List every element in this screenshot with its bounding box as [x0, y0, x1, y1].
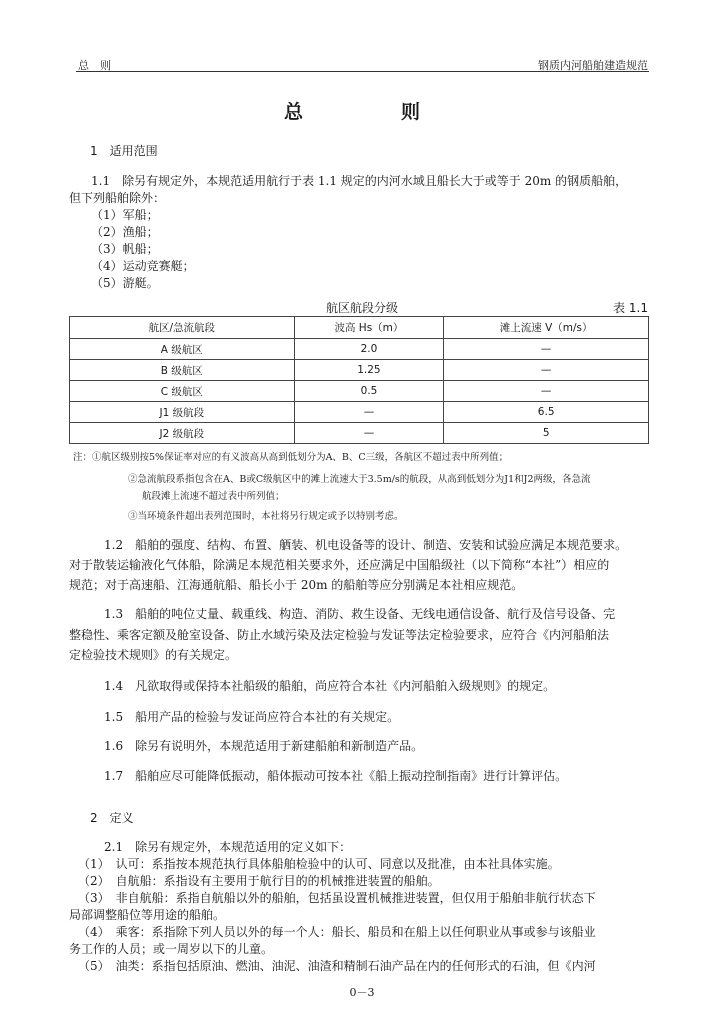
definition-2: （2） 自航船：系指设有主要用于航行目的的机械推进装置的船舶。 [78, 874, 440, 888]
definition-4-line-2: 务工作的人员；或一周岁以下的儿童。 [69, 942, 274, 956]
definition-3-line-2: 局部调整船位等用途的船舶。 [69, 908, 226, 922]
clause-1-3-line-2: 整稳性、乘客定额及舱室设备、防止水域污染及法定检验与发证等法定检验要求，应符合《内河船舶法 [69, 628, 610, 642]
table-cell: B 级航区 [70, 360, 295, 381]
definition-1: （1） 认可：系指按本规范执行具体船舶检验中的认可、同意以及批准，由本社具体实施。 [78, 857, 560, 871]
exclusion-item: （3）帆船； [91, 242, 159, 256]
clause-1-4: 1.4 凡欲取得或保持本社船级的船舶，尚应符合本社《内河船舶入级规则》的规定。 [104, 679, 556, 693]
table-number: 表 1.1 [613, 301, 648, 315]
table-cell: J2 级航段 [70, 423, 295, 444]
definition-3-line-1: （3） 非自航船：系指自航船以外的船舶，包括虽设置机械推进装置，但仅用于船舶非航行状态下 [78, 891, 596, 905]
table-note-2-line-2: 航段滩上流速不超过表中所列值； [142, 491, 285, 502]
definition-4-line-1: （4） 乘客：系指除下列人员以外的每一个人：船长、船员和在船上以任何职业从事或参与该船业 [78, 925, 596, 939]
running-header-left: 总 则 [78, 59, 111, 72]
table-row [70, 402, 649, 423]
exclusion-item: （2）渔船； [91, 225, 159, 239]
clause-1-2-line-2: 对于散装运输液化气体船，除满足本规范相关要求外，还应满足中国船级社（以下简称“本社”）相应的 [69, 558, 610, 572]
table-note-3: ③当环境条件超出表列范围时，本社将另行规定或予以特别考虑。 [128, 511, 404, 522]
table-header-row [70, 317, 649, 339]
exclusion-item: （5）游艇。 [91, 276, 159, 290]
section-1-heading: 1 适用范围 [90, 144, 158, 158]
table-cell: — [444, 360, 649, 381]
table-row [70, 339, 649, 360]
table-row [70, 360, 649, 381]
clause-1-5: 1.5 船用产品的检验与发证尚应符合本社的有关规定。 [104, 710, 400, 724]
table-title: 航区航段分级 [325, 301, 398, 315]
clause-1-1-line-2: 但下列船舶除外： [69, 191, 166, 205]
table-row [70, 423, 649, 444]
table-row [70, 381, 649, 402]
table-header-cell: 滩上流速 V（m/s） [444, 317, 649, 339]
table-header-cell: 波高 Hs（m） [294, 317, 444, 339]
page-number: 0－3 [349, 986, 375, 999]
table-cell: 1.25 [294, 360, 444, 381]
header-rule [76, 71, 649, 72]
table-cell: 6.5 [444, 402, 649, 423]
table-cell: — [444, 381, 649, 402]
zone-classification-table [69, 316, 649, 444]
clause-1-3-line-3: 定检验技术规则》的有关规定。 [69, 648, 238, 662]
page-title: 总 则 [283, 101, 440, 123]
clause-1-6: 1.6 除另有说明外，本规范适用于新建船舶和新制造产品。 [104, 739, 424, 753]
table-cell: J1 级航段 [70, 402, 295, 423]
table-cell: 0.5 [294, 381, 444, 402]
table-cell: C 级航区 [70, 381, 295, 402]
exclusion-item: （1）军船； [91, 208, 159, 222]
table-cell: 2.0 [294, 339, 444, 360]
table-cell: — [294, 423, 444, 444]
table-cell: A 级航区 [70, 339, 295, 360]
clause-1-1-line-1: 1.1 除另有规定外，本规范适用航行于表 1.1 规定的内河水域且船长大于或等于 20m 的钢质船舶， [91, 174, 628, 188]
clause-1-7: 1.7 船舶应尽可能降低振动，船体振动可按本社《船上振动控制指南》进行计算评估。 [104, 769, 568, 783]
table-cell: 5 [444, 423, 649, 444]
table-note-2-line-1: ②急流航段系指包含在A、B或C级航区中的滩上流速大于3.5m/s的航段，从高到低划分为J1和J2两级，各急流 [128, 474, 591, 485]
clause-1-2-line-3: 规范；对于高速船、江海通航船、船长小于 20m 的船舶等应分别满足本社相应规范。 [69, 578, 524, 592]
section-2-heading: 2 定义 [90, 811, 134, 825]
running-header-right: 钢质内河船舶建造规范 [538, 59, 648, 72]
exclusion-item: （4）运动竞赛艇； [91, 259, 195, 273]
table-cell: — [444, 339, 649, 360]
table-note-1: 注：①航区级别按5%保证率对应的有义波高从高到低划分为A、B、C三级，各航区不超过表中所列值； [73, 452, 509, 463]
table-cell: — [294, 402, 444, 423]
clause-1-2-line-1: 1.2 船舶的强度、结构、布置、舾装、机电设备等的设计、制造、安装和试验应满足本规范要求。 [104, 538, 628, 552]
clause-2-1: 2.1 除另有规定外，本规范适用的定义如下： [104, 840, 352, 854]
table-header-cell: 航区/急流航段 [70, 317, 295, 339]
clause-1-3-line-1: 1.3 船舶的吨位丈量、载重线、构造、消防、救生设备、无线电通信设备、航行及信号设备、完 [104, 607, 616, 621]
definition-5: （5） 油类：系指包括原油、燃油、油泥、油渣和精制石油产品在内的任何形式的石油，但《内河 [78, 959, 596, 973]
